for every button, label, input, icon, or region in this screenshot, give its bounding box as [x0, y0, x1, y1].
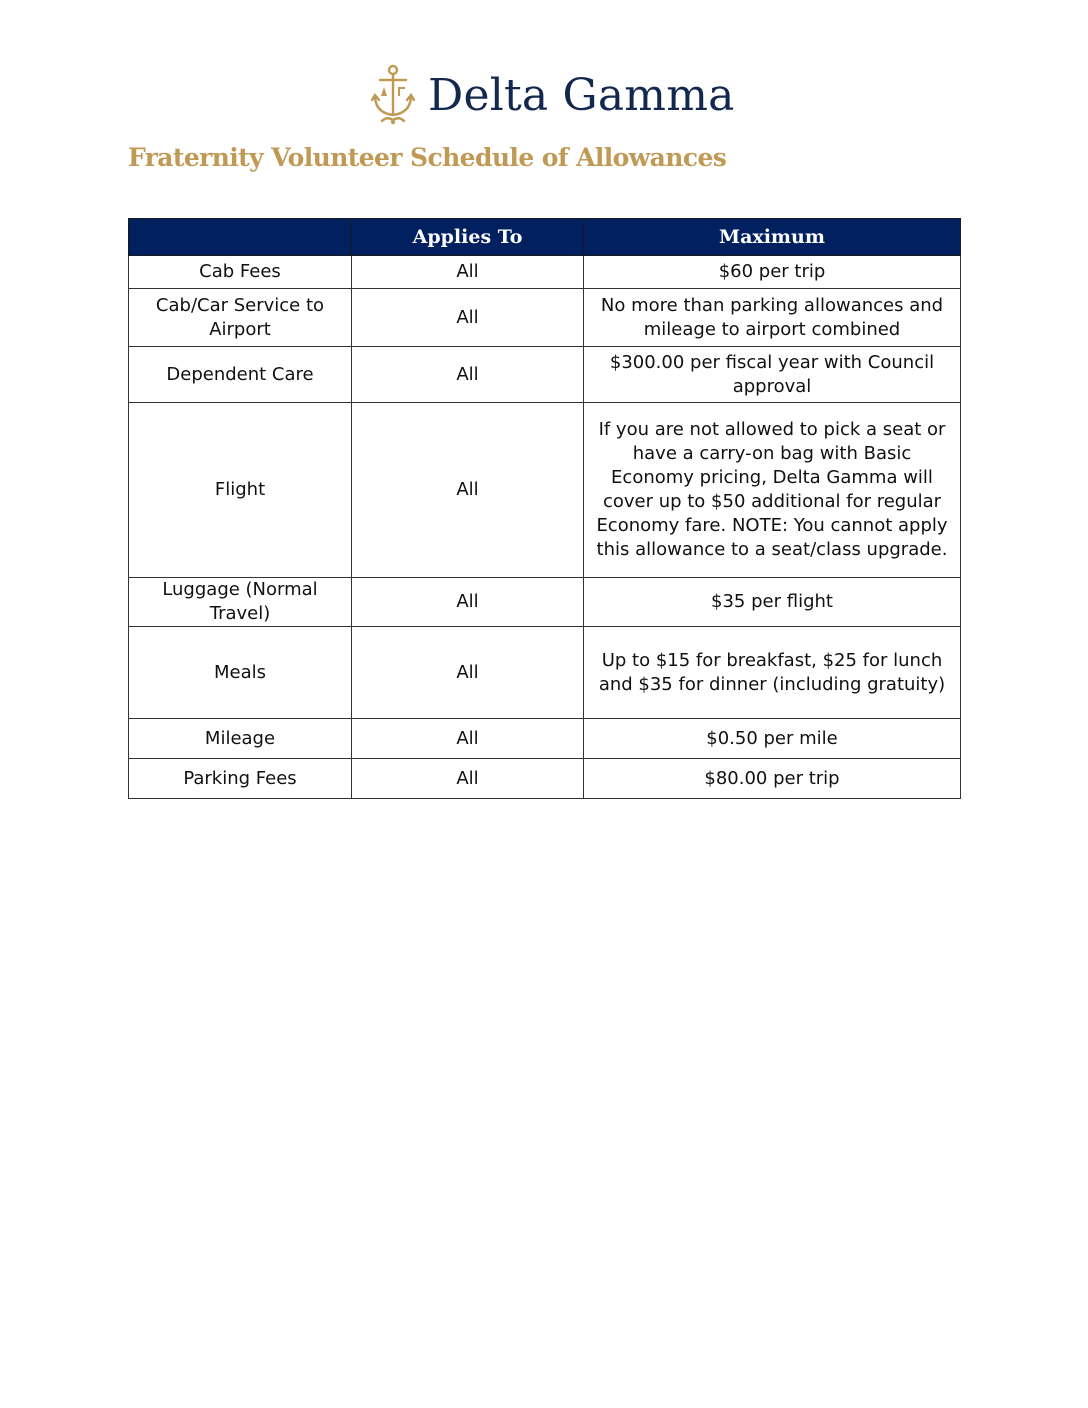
applies-to-cell: All [352, 759, 584, 799]
applies-to-cell: All [352, 347, 584, 403]
item-cell: Flight [129, 403, 352, 578]
applies-to-cell: All [352, 256, 584, 289]
column-header-item [129, 219, 352, 256]
applies-to-cell: All [352, 719, 584, 759]
column-header-maximum: Maximum [584, 219, 961, 256]
document-title: Fraternity Volunteer Schedule of Allowances [128, 143, 727, 172]
item-cell: Parking Fees [129, 759, 352, 799]
item-cell: Cab/Car Service to Airport [129, 289, 352, 347]
maximum-cell: $80.00 per trip [584, 759, 961, 799]
maximum-cell: No more than parking allowances and mileage to airport combined [584, 289, 961, 347]
item-cell: Cab Fees [129, 256, 352, 289]
applies-to-cell: All [352, 403, 584, 578]
anchor-icon [370, 63, 416, 127]
table-row [129, 578, 961, 627]
brand-logo [370, 62, 735, 128]
applies-to-cell: All [352, 627, 584, 719]
column-header-applies-to: Applies To [352, 219, 584, 256]
table-header-row [129, 219, 961, 256]
maximum-cell: Up to $15 for breakfast, $25 for lunch and $35 for dinner (including gratuity) [584, 627, 961, 719]
table-row [129, 403, 961, 578]
maximum-cell: $60 per trip [584, 256, 961, 289]
brand-name: Delta Gamma [428, 69, 735, 121]
table-row [129, 256, 961, 289]
item-cell: Dependent Care [129, 347, 352, 403]
maximum-cell: $0.50 per mile [584, 719, 961, 759]
table-row [129, 347, 961, 403]
table-row [129, 719, 961, 759]
item-cell: Meals [129, 627, 352, 719]
applies-to-cell: All [352, 289, 584, 347]
maximum-cell: If you are not allowed to pick a seat or have a carry-on bag with Basic Economy pricing, Delta Gamma will cover up to $50 additional for regular Economy fare. NOTE: You cannot apply this allowance to a seat/class upgrade. [584, 403, 961, 578]
item-cell: Mileage [129, 719, 352, 759]
item-cell: Luggage (Normal Travel) [129, 578, 352, 627]
maximum-cell: $300.00 per fiscal year with Council approval [584, 347, 961, 403]
applies-to-cell: All [352, 578, 584, 627]
table-row [129, 289, 961, 347]
maximum-cell: $35 per flight [584, 578, 961, 627]
table-row [129, 627, 961, 719]
allowances-table [128, 218, 961, 799]
table-row [129, 759, 961, 799]
